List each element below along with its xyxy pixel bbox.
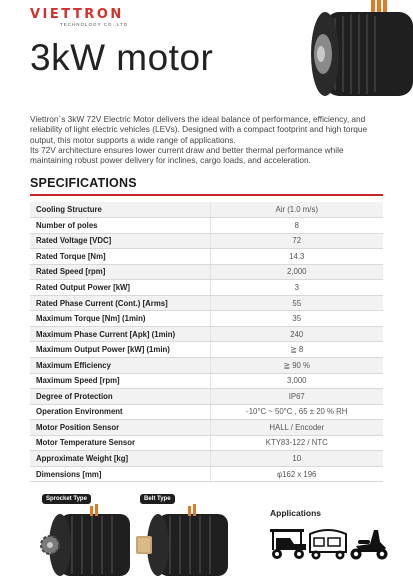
applications-heading: Applications [270, 508, 322, 518]
spec-label: Maximum Phase Current [Apk] (1min) [30, 326, 210, 342]
spec-label: Motor Temperature Sensor [30, 435, 210, 451]
spec-label: Rated Phase Current (Cont.) [Arms] [30, 295, 210, 311]
spec-value: 240 [210, 326, 383, 342]
spec-row [30, 389, 383, 405]
spec-row [30, 357, 383, 373]
brand-logo [30, 8, 128, 28]
spec-label: Number of poles [30, 218, 210, 234]
spec-row [30, 218, 383, 234]
intro-paragraph-1: Viettron`s 3kW 72V Electric Motor delivers the ideal balance of performance, efficiency, and reliability of light electric vehicles (LEVs). Designed with a compact footprint and high torque output, this motor supports a wide range of applications. [30, 114, 368, 145]
spec-label: Rated Voltage [VDC] [30, 233, 210, 249]
spec-value: ≧ 90 % [210, 357, 383, 373]
brand-tagline: TECHNOLOGY CO.,LTD [60, 22, 129, 27]
spec-value: 14.3 [210, 249, 383, 265]
spec-row [30, 326, 383, 342]
scooter-icon [346, 526, 390, 562]
spec-label: Motor Position Sensor [30, 420, 210, 436]
sprocket-type-badge: Sprocket Type [42, 494, 91, 504]
spec-label: Maximum Torque [Nm] (1min) [30, 311, 210, 327]
spec-label: Rated Output Power [kW] [30, 280, 210, 296]
spec-value: 72 [210, 233, 383, 249]
spec-label: Dimensions [mm] [30, 466, 210, 482]
spec-row [30, 435, 383, 451]
motor-hero-image [295, 0, 413, 118]
spec-value: 2,000 [210, 264, 383, 280]
spec-label: Maximum Speed [rpm] [30, 373, 210, 389]
spec-value: 35 [210, 311, 383, 327]
spec-row [30, 373, 383, 389]
spec-row [30, 233, 383, 249]
spec-row [30, 466, 383, 482]
spec-label: Rated Speed [rpm] [30, 264, 210, 280]
spec-row [30, 202, 383, 218]
spec-row [30, 420, 383, 436]
tuk-tuk-icon [306, 526, 350, 562]
spec-row [30, 264, 383, 280]
specifications-table [30, 202, 383, 482]
spec-row [30, 249, 383, 265]
spec-value: ≧ 8 [210, 342, 383, 358]
spec-value: 55 [210, 295, 383, 311]
spec-value: 3 [210, 280, 383, 296]
spec-value: 8 [210, 218, 383, 234]
intro-paragraph-2: Its 72V architecture ensures lower current draw and better thermal performance while maintaining robust power delivery for inclines, cargo loads, and acceleration. [30, 144, 344, 166]
spec-row [30, 280, 383, 296]
spec-row [30, 342, 383, 358]
spec-label: Approximate Weight [kg] [30, 451, 210, 467]
spec-value: IP67 [210, 389, 383, 405]
page-title: 3kW motor [30, 37, 214, 78]
intro-text [30, 114, 380, 165]
spec-label: Operation Environment [30, 404, 210, 420]
spec-value: KTY83-122 / NTC [210, 435, 383, 451]
spec-label: Maximum Efficiency [30, 357, 210, 373]
heading-divider [30, 194, 383, 196]
spec-row [30, 311, 383, 327]
golf-cart-icon [266, 526, 310, 562]
spec-label: Maximum Output Power [kW] (1min) [30, 342, 210, 358]
spec-label: Rated Torque [Nm] [30, 249, 210, 265]
spec-label: Degree of Protection [30, 389, 210, 405]
spec-row [30, 295, 383, 311]
brand-name: VIETTRON [30, 7, 124, 22]
spec-row [30, 404, 383, 420]
specifications-table-body [30, 202, 383, 482]
spec-value: Air (1.0 m/s) [210, 202, 383, 218]
spec-value: 3,000 [210, 373, 383, 389]
belt-type-badge: Belt Type [140, 494, 175, 504]
spec-row [30, 451, 383, 467]
spec-value: 10 [210, 451, 383, 467]
spec-label: Cooling Structure [30, 202, 210, 218]
spec-value: HALL / Encoder [210, 420, 383, 436]
spec-value: -10°C ~ 50°C , 65 ± 20 % RH [210, 404, 383, 420]
specifications-heading: SPECIFICATIONS [30, 176, 137, 190]
spec-value: φ162 x 196 [210, 466, 383, 482]
belt-motor-image [128, 500, 236, 582]
sprocket-motor-image [30, 500, 138, 582]
